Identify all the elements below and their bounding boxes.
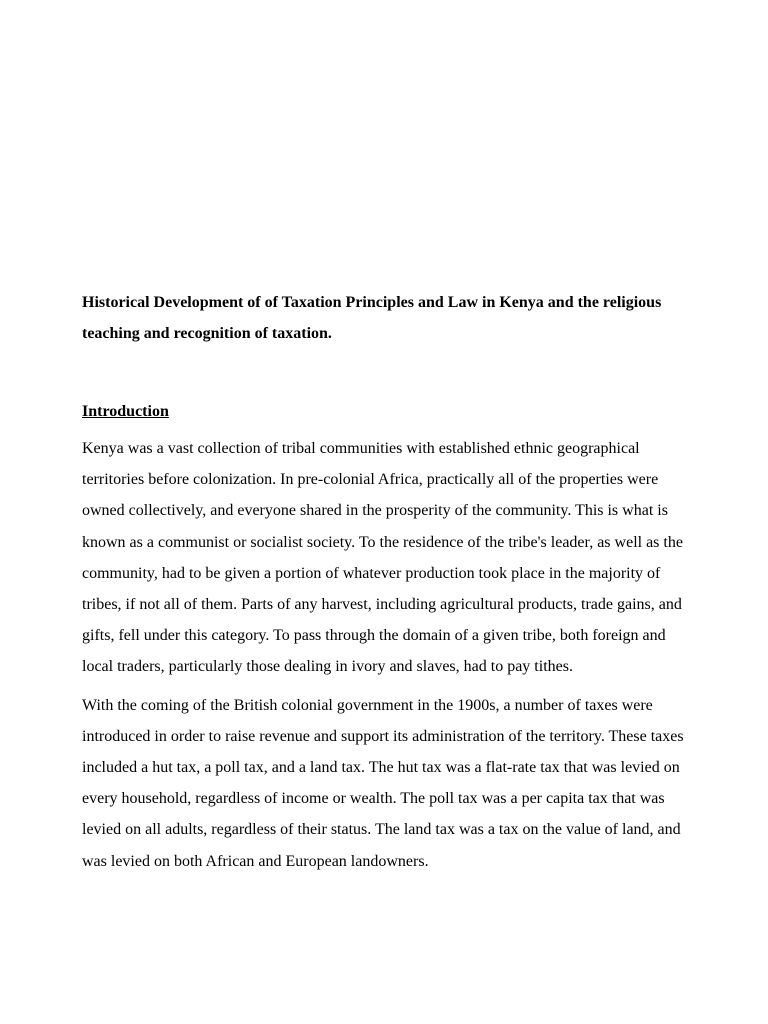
document-title: Historical Development of of Taxation Principles and Law in Kenya and the religious teaching and recognition of taxation. (82, 294, 662, 342)
section-heading-introduction: Introduction (82, 403, 169, 420)
document-body (82, 287, 692, 877)
body-paragraph: With the coming of the British colonial government in the 1900s, a number of taxes were introduced in order to raise revenue and support its administration of the territory. These taxes included a hut tax, a poll tax, and a land tax. The hut tax was a flat-rate tax that was levied on every household, regardless of income or wealth. The poll tax was a per capita tax that was levied on all adults, regardless of their status. The land tax was a tax on the value of land, and was levied on both African and European landowners. (82, 696, 684, 870)
body-paragraph: Kenya was a vast collection of tribal communities with established ethnic geographical territories before colonization. In pre-colonial Africa, practically all of the properties were owned collectively, and everyone shared in the prosperity of the community. This is what is known as a communist or socialist society. To the residence of the tribe's leader, as well as the community, had to be given a portion of whatever production took place in the majority of tribes, if not all of them. Parts of any harvest, including agricultural products, trade gains, and gifts, fell under this category. To pass through the domain of a given tribe, both foreign and local traders, particularly those dealing in ivory and slaves, had to pay tithes. (82, 440, 683, 676)
